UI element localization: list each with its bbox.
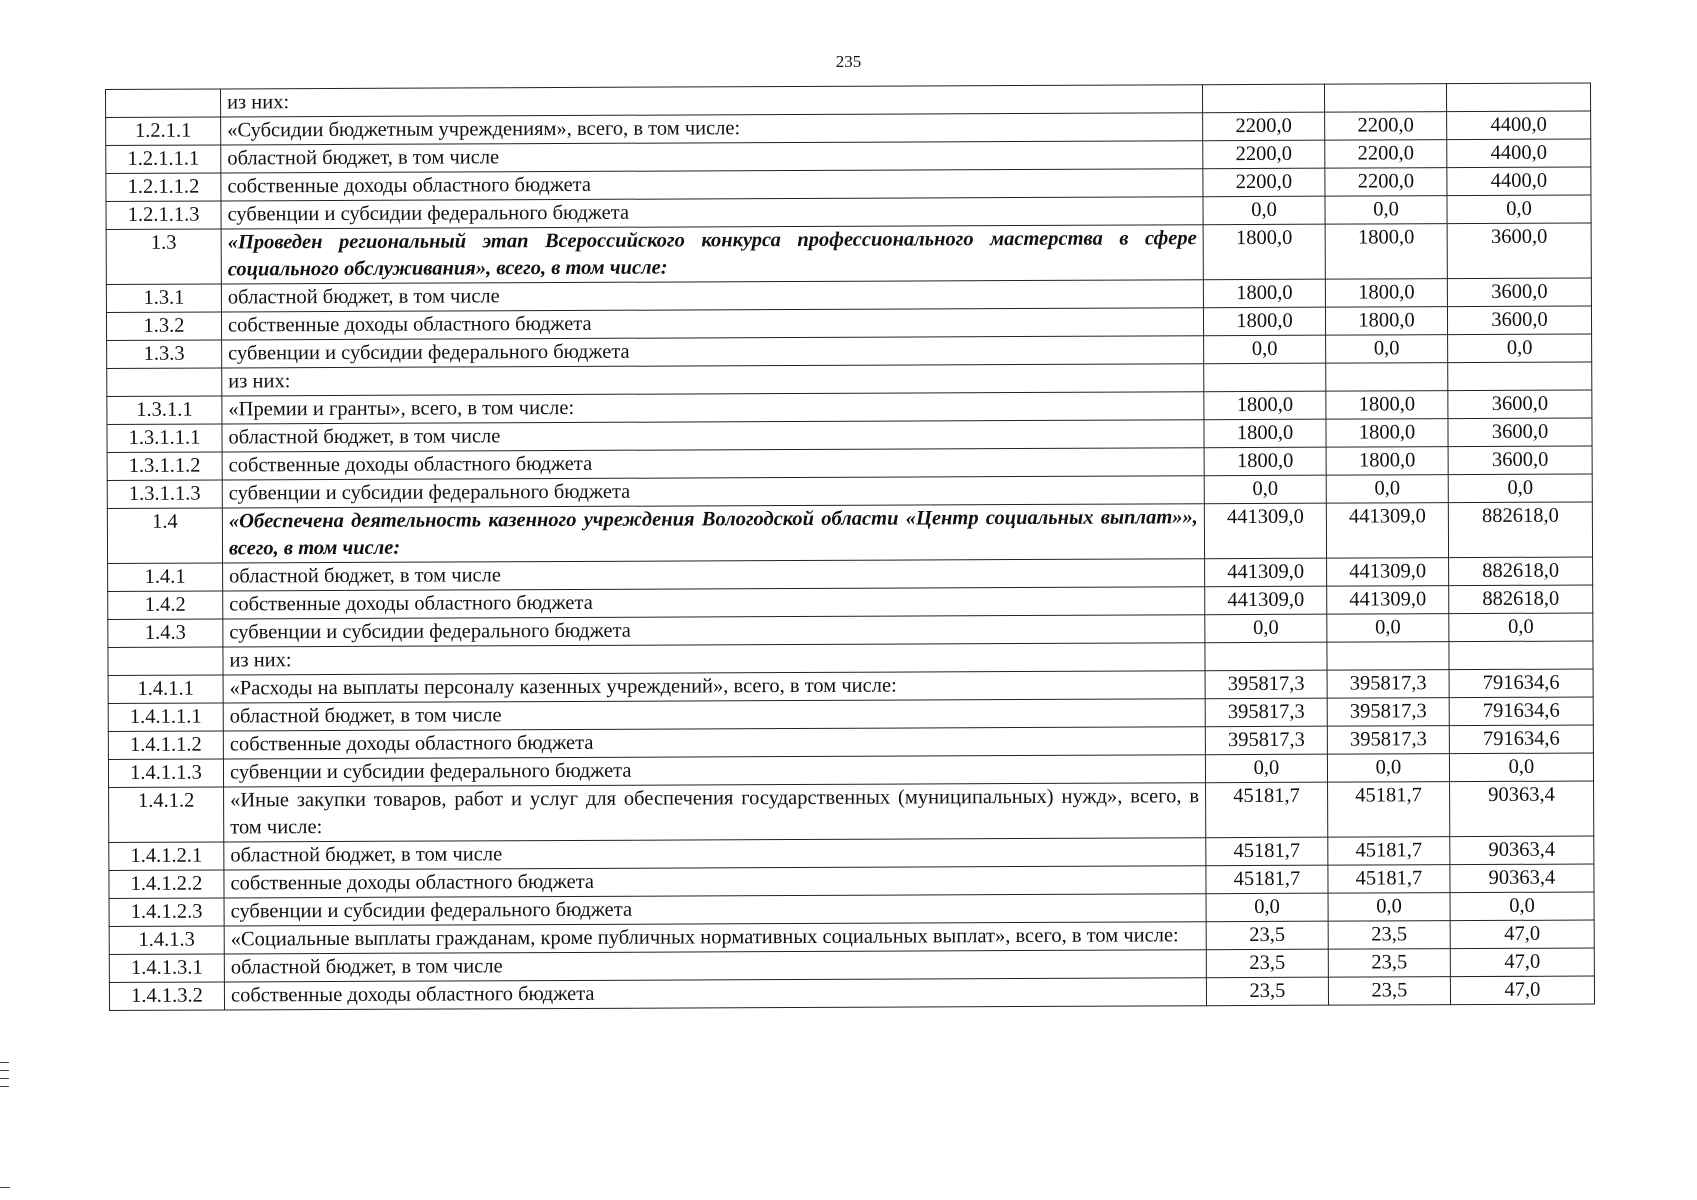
row-value-3: 3600,0 xyxy=(1447,278,1591,307)
row-value-3: 0,0 xyxy=(1447,195,1591,224)
table-row xyxy=(109,976,1594,1010)
row-code: 1.2.1.1.2 xyxy=(106,173,221,202)
row-value-3 xyxy=(1449,641,1593,670)
row-code xyxy=(106,89,221,118)
row-name: «Социальные выплаты гражданам, кроме публичных нормативных социальных выплат», всего, в том числе: xyxy=(224,922,1206,954)
row-name: областной бюджет, в том числе xyxy=(221,141,1203,173)
table-row xyxy=(107,502,1592,563)
row-code: 1.4.1.2 xyxy=(109,787,224,843)
row-code: 1.2.1.1 xyxy=(106,117,221,146)
row-value-1: 441309,0 xyxy=(1204,503,1326,559)
row-value-2: 2200,0 xyxy=(1325,112,1447,141)
budget-table xyxy=(105,83,1595,1011)
row-value-3: 3600,0 xyxy=(1448,418,1592,447)
row-value-3: 4400,0 xyxy=(1447,111,1591,140)
row-name: «Проведен региональный этап Всероссийского конкурса профессионального мастерства в сфере социального обслуживания», всего, в том числе: xyxy=(221,225,1203,284)
row-value-3: 3600,0 xyxy=(1448,446,1592,475)
row-value-2: 0,0 xyxy=(1326,335,1448,364)
row-value-1: 2200,0 xyxy=(1203,140,1325,169)
row-value-1 xyxy=(1205,642,1327,671)
row-name: областной бюджет, в том числе xyxy=(224,950,1206,982)
row-code: 1.4.1.3 xyxy=(109,926,224,955)
row-value-3: 791634,6 xyxy=(1449,725,1593,754)
row-value-2: 2200,0 xyxy=(1325,168,1447,197)
row-value-3: 47,0 xyxy=(1450,920,1594,949)
table-row xyxy=(109,781,1594,842)
row-value-2: 23,5 xyxy=(1328,977,1450,1006)
row-value-1: 1800,0 xyxy=(1204,419,1326,448)
row-value-1: 441309,0 xyxy=(1205,586,1327,615)
row-value-1 xyxy=(1202,84,1324,113)
row-name: областной бюджет, в том числе xyxy=(223,699,1205,731)
margin-dash xyxy=(0,1187,10,1188)
row-value-2 xyxy=(1327,642,1449,671)
row-name: собственные доходы областного бюджета xyxy=(223,727,1205,759)
row-name: собственные доходы областного бюджета xyxy=(221,169,1203,201)
row-value-2: 0,0 xyxy=(1327,754,1449,783)
row-value-1: 2200,0 xyxy=(1203,112,1325,141)
row-value-1: 441309,0 xyxy=(1205,558,1327,587)
row-value-1: 1800,0 xyxy=(1203,307,1325,336)
row-value-1: 23,5 xyxy=(1206,977,1328,1006)
row-code: 1.4.1.3.2 xyxy=(109,982,224,1011)
row-value-3: 47,0 xyxy=(1450,948,1594,977)
row-name: областной бюджет, в том числе xyxy=(224,838,1206,870)
row-name: «Обеспечена деятельность казенного учреждения Вологодской области «Центр социальных выплат»», всего, в том числе: xyxy=(222,504,1204,563)
row-code: 1.3.1.1.3 xyxy=(107,480,222,509)
row-value-2: 441309,0 xyxy=(1327,586,1449,615)
row-value-2: 0,0 xyxy=(1326,475,1448,504)
row-value-3: 882618,0 xyxy=(1449,557,1593,586)
margin-marks xyxy=(0,1062,10,1094)
row-value-3: 4400,0 xyxy=(1447,167,1591,196)
row-value-3: 882618,0 xyxy=(1449,585,1593,614)
row-code: 1.4.1.2.2 xyxy=(109,870,224,899)
row-name: собственные доходы областного бюджета xyxy=(224,978,1206,1010)
row-code: 1.4.1.1.3 xyxy=(108,759,223,788)
row-code: 1.3 xyxy=(106,229,221,285)
row-value-2: 2200,0 xyxy=(1325,140,1447,169)
margin-mark xyxy=(0,1078,9,1079)
row-value-1: 0,0 xyxy=(1205,614,1327,643)
row-code: 1.4.1.1.1 xyxy=(108,703,223,732)
row-value-1: 1800,0 xyxy=(1204,391,1326,420)
budget-table-body xyxy=(106,83,1595,1010)
row-code: 1.4.1.3.1 xyxy=(109,954,224,983)
row-value-3: 791634,6 xyxy=(1449,697,1593,726)
row-value-2: 441309,0 xyxy=(1326,503,1448,559)
margin-mark xyxy=(0,1086,9,1087)
row-value-1: 395817,3 xyxy=(1205,726,1327,755)
row-value-2: 0,0 xyxy=(1325,196,1447,225)
row-name: субвенции и субсидии федерального бюджета xyxy=(224,894,1206,926)
row-code: 1.4.1.1 xyxy=(108,675,223,704)
row-code: 1.3.1 xyxy=(106,284,221,313)
row-value-2: 45181,7 xyxy=(1328,865,1450,894)
row-value-1: 45181,7 xyxy=(1206,837,1328,866)
row-value-1: 1800,0 xyxy=(1203,224,1325,280)
row-code: 1.4.3 xyxy=(108,619,223,648)
row-code: 1.2.1.1.1 xyxy=(106,145,221,174)
table-row xyxy=(106,223,1591,284)
row-value-2: 395817,3 xyxy=(1327,698,1449,727)
row-value-1: 0,0 xyxy=(1204,475,1326,504)
row-code: 1.4.1 xyxy=(108,563,223,592)
row-value-1 xyxy=(1204,363,1326,392)
row-code xyxy=(108,647,223,676)
row-value-2: 1800,0 xyxy=(1325,279,1447,308)
row-value-2: 1800,0 xyxy=(1325,224,1447,280)
row-value-1: 23,5 xyxy=(1206,921,1328,950)
row-value-3 xyxy=(1448,362,1592,391)
row-code: 1.4.1.1.2 xyxy=(108,731,223,760)
row-code: 1.3.2 xyxy=(106,312,221,341)
row-name: «Субсидии бюджетным учреждениям», всего, в том числе: xyxy=(221,113,1203,145)
row-name: «Премии и гранты», всего, в том числе: xyxy=(222,392,1204,424)
row-value-1: 1800,0 xyxy=(1203,279,1325,308)
row-code: 1.3.1.1.1 xyxy=(107,424,222,453)
row-value-1: 395817,3 xyxy=(1205,698,1327,727)
row-value-2: 0,0 xyxy=(1327,614,1449,643)
row-value-1: 0,0 xyxy=(1203,196,1325,225)
row-value-2: 45181,7 xyxy=(1328,837,1450,866)
row-value-3: 0,0 xyxy=(1448,334,1592,363)
row-name: из них: xyxy=(221,85,1203,117)
row-name: областной бюджет, в том числе xyxy=(222,420,1204,452)
row-value-3: 4400,0 xyxy=(1447,139,1591,168)
row-name: собственные доходы областного бюджета xyxy=(221,308,1203,340)
row-value-3: 0,0 xyxy=(1449,613,1593,642)
row-code: 1.2.1.1.3 xyxy=(106,201,221,230)
page-number: 235 xyxy=(835,52,862,71)
row-value-3: 882618,0 xyxy=(1448,502,1592,558)
row-value-2: 1800,0 xyxy=(1326,419,1448,448)
row-code: 1.4.1.2.1 xyxy=(109,842,224,871)
row-name: собственные доходы областного бюджета xyxy=(224,866,1206,898)
margin-mark xyxy=(0,1062,9,1063)
row-value-3: 90363,4 xyxy=(1450,836,1594,865)
row-value-1: 1800,0 xyxy=(1204,447,1326,476)
row-value-2: 23,5 xyxy=(1328,949,1450,978)
row-code: 1.4 xyxy=(107,508,222,564)
row-value-2: 395817,3 xyxy=(1327,726,1449,755)
row-name: собственные доходы областного бюджета xyxy=(223,587,1205,619)
row-value-1: 2200,0 xyxy=(1203,168,1325,197)
row-name: областной бюджет, в том числе xyxy=(221,280,1203,312)
row-value-3: 90363,4 xyxy=(1450,864,1594,893)
row-value-2 xyxy=(1324,84,1446,113)
row-value-1: 45181,7 xyxy=(1206,865,1328,894)
row-value-2: 0,0 xyxy=(1328,893,1450,922)
row-value-1: 0,0 xyxy=(1206,893,1328,922)
row-name: из них: xyxy=(222,364,1204,396)
row-name: субвенции и субсидии федерального бюджета xyxy=(223,755,1205,787)
row-value-3: 0,0 xyxy=(1450,892,1594,921)
row-code: 1.4.1.2.3 xyxy=(109,898,224,927)
row-code: 1.3.1.1.2 xyxy=(107,452,222,481)
row-value-2: 441309,0 xyxy=(1327,558,1449,587)
row-value-2: 395817,3 xyxy=(1327,670,1449,699)
row-value-3: 0,0 xyxy=(1448,474,1592,503)
row-name: собственные доходы областного бюджета xyxy=(222,448,1204,480)
row-value-3 xyxy=(1446,83,1590,112)
row-name: субвенции и субсидии федерального бюджета xyxy=(223,615,1205,647)
margin-mark xyxy=(0,1070,9,1071)
row-value-3: 3600,0 xyxy=(1447,306,1591,335)
row-value-2: 1800,0 xyxy=(1325,307,1447,336)
row-value-3: 47,0 xyxy=(1450,976,1594,1005)
row-value-2: 45181,7 xyxy=(1328,782,1450,838)
row-value-2: 1800,0 xyxy=(1326,391,1448,420)
row-value-2: 1800,0 xyxy=(1326,447,1448,476)
row-name: субвенции и субсидии федерального бюджета xyxy=(221,197,1203,229)
row-value-1: 0,0 xyxy=(1205,754,1327,783)
row-value-3: 3600,0 xyxy=(1448,390,1592,419)
row-value-1: 0,0 xyxy=(1204,335,1326,364)
row-code: 1.3.3 xyxy=(107,340,222,369)
row-name: областной бюджет, в том числе xyxy=(223,559,1205,591)
row-name: «Иные закупки товаров, работ и услуг для обеспечения государственных (муниципальных) нужд», всего, в том числе: xyxy=(224,783,1206,842)
row-value-1: 45181,7 xyxy=(1206,782,1328,838)
row-name: субвенции и субсидии федерального бюджета xyxy=(222,476,1204,508)
row-code: 1.4.2 xyxy=(108,591,223,620)
row-name: субвенции и субсидии федерального бюджета xyxy=(222,336,1204,368)
row-value-2: 23,5 xyxy=(1328,921,1450,950)
row-value-3: 3600,0 xyxy=(1447,223,1591,279)
row-code xyxy=(107,368,222,397)
row-name: «Расходы на выплаты персоналу казенных учреждений», всего, в том числе: xyxy=(223,671,1205,703)
row-value-1: 395817,3 xyxy=(1205,670,1327,699)
row-value-3: 791634,6 xyxy=(1449,669,1593,698)
row-value-1: 23,5 xyxy=(1206,949,1328,978)
row-value-2 xyxy=(1326,363,1448,392)
row-name: из них: xyxy=(223,643,1205,675)
row-code: 1.3.1.1 xyxy=(107,396,222,425)
row-value-3: 0,0 xyxy=(1449,753,1593,782)
row-value-3: 90363,4 xyxy=(1450,781,1594,837)
